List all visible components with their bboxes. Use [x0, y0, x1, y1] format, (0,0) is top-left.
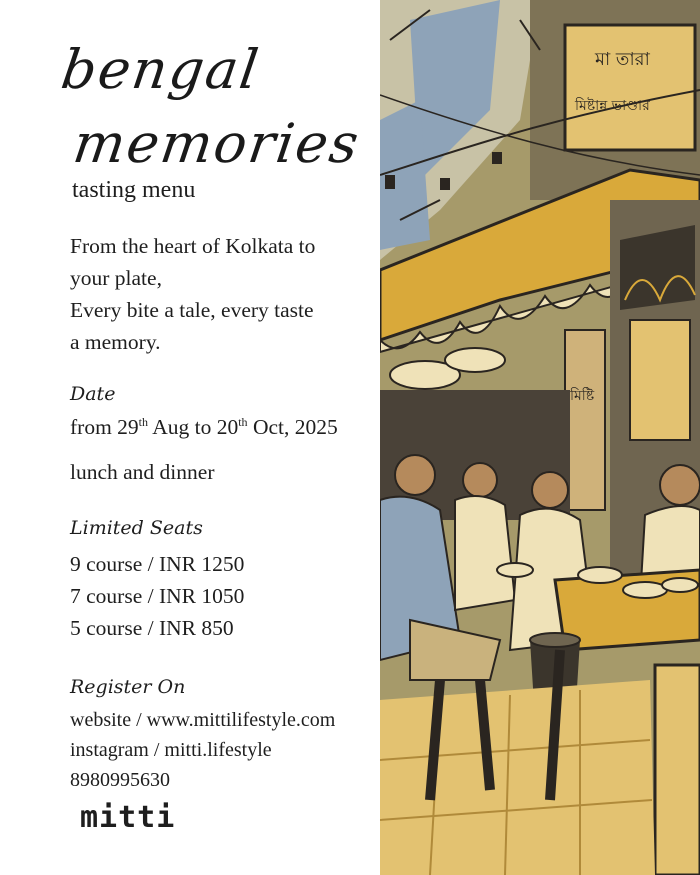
date-middle: Aug to 20: [148, 415, 239, 440]
brand-logo: mitti: [80, 800, 176, 835]
shop-window: [630, 320, 690, 440]
date-prefix: from 29: [70, 415, 139, 440]
course-list: [70, 548, 244, 644]
lattice-window: [620, 225, 695, 310]
register-label: Register On: [70, 676, 186, 698]
side-cart: [655, 665, 700, 875]
title-line-1: bengal: [57, 38, 264, 101]
seats-label: Limited Seats: [70, 517, 203, 539]
course-item: 7 course / INR 1050: [70, 584, 245, 608]
hanging-basket: [445, 348, 505, 372]
food-bowl: [623, 582, 667, 598]
date-label: Date: [70, 383, 116, 405]
signboard-text: মা তারা: [595, 49, 650, 70]
subtitle: tasting menu: [72, 177, 196, 203]
lantern-icon: [440, 178, 450, 190]
tagline: [70, 230, 375, 358]
shop-signboard: [565, 25, 695, 150]
street-floor: [380, 680, 655, 875]
course-item: 5 course / INR 850: [70, 616, 234, 640]
tagline-line: your plate,: [70, 266, 162, 290]
shop-pillar: [565, 330, 605, 510]
course-item: 9 course / INR 1250: [70, 552, 245, 576]
title-line-2: memories: [69, 112, 365, 175]
food-bowl: [578, 567, 622, 583]
register-instagram[interactable]: instagram / mitti.lifestyle: [70, 739, 272, 761]
register-phone[interactable]: 8980995630: [70, 769, 170, 791]
register-website[interactable]: website / www.mittilifestyle.com: [70, 709, 336, 731]
lantern-icon: [492, 152, 502, 164]
date-end: Oct, 2025: [247, 415, 338, 440]
lantern-icon: [385, 175, 395, 189]
food-bowl: [662, 578, 698, 592]
pillar-text: মিষ্টি: [570, 388, 595, 404]
tagline-line: From the heart of Kolkata to: [70, 234, 316, 258]
stool: [530, 633, 580, 647]
date-start-suffix: th: [138, 415, 149, 429]
date-range: [70, 415, 338, 440]
street-food-illustration: [380, 0, 700, 875]
meal-times: lunch and dinner: [70, 460, 215, 484]
tagline-line: Every bite a tale, every taste: [70, 298, 314, 322]
signboard-text: মিষ্টান্ন ভাণ্ডার: [575, 98, 650, 114]
date-end-suffix: th: [238, 415, 248, 429]
register-info: [70, 705, 335, 795]
food-bowl: [497, 563, 533, 577]
tagline-line: a memory.: [70, 330, 161, 354]
